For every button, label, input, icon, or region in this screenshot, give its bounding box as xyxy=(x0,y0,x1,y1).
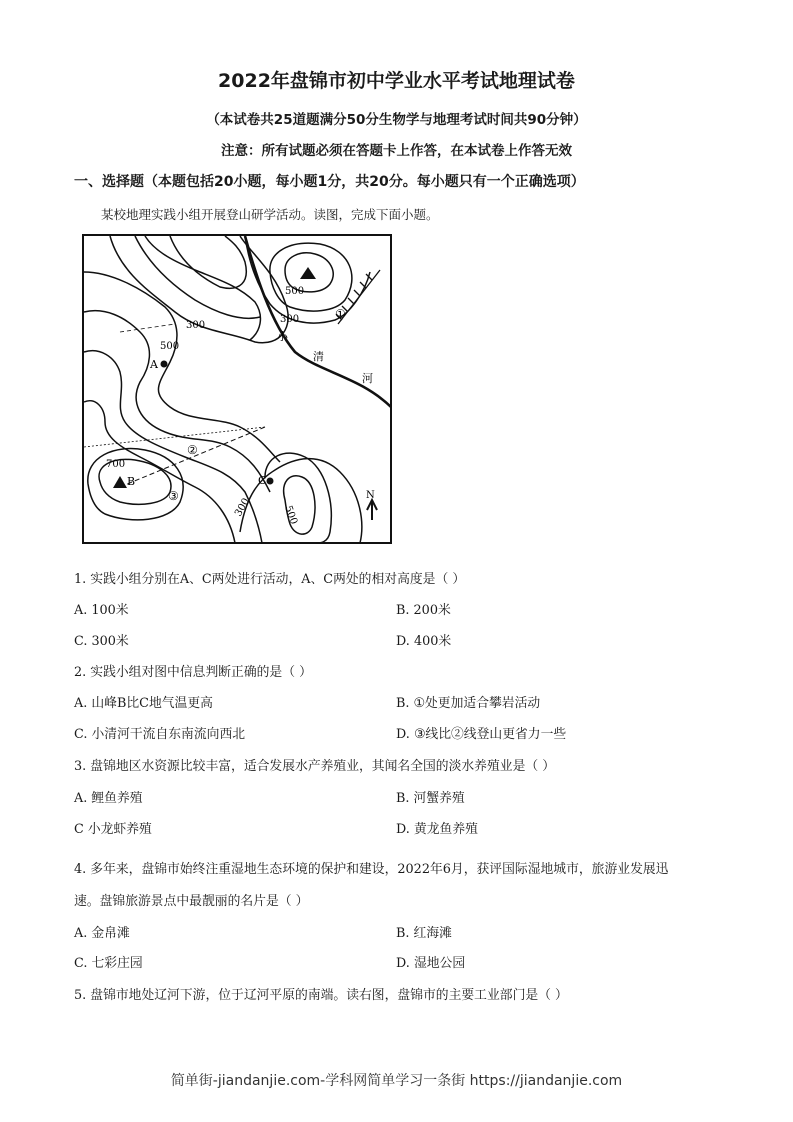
exam-info: （本试卷共25道题满分50分生物学与地理考试时间共90分钟） xyxy=(206,112,587,128)
exam-notice: 注意：所有试题必须在答题卡上作答，在本试卷上作答无效 xyxy=(221,143,572,159)
contour-map xyxy=(80,232,394,548)
question-1-option-c: C. 300米 xyxy=(74,634,129,649)
river-char-2: 清 xyxy=(313,350,324,363)
question-3-option-d: D. 黄龙鱼养殖 xyxy=(396,822,478,837)
point-label-c: C xyxy=(258,474,267,487)
contour-label-west-500: 500 xyxy=(160,341,180,352)
question-2-stem: 2. 实践小组对图中信息判断正确的是（ ） xyxy=(74,665,312,680)
river-char-1: 小 xyxy=(277,330,288,343)
section-intro: 某校地理实践小组开展登山研学活动。读图，完成下面小题。 xyxy=(101,207,439,222)
contour-label-ne-500: 500 xyxy=(285,286,305,297)
route-label-1: ① xyxy=(335,307,346,321)
question-3-stem: 3. 盘锦地区水资源比较丰富，适合发展水产养殖业，其闻名全国的淡水养殖业是（ ） xyxy=(74,759,556,774)
question-3-option-c: C 小龙虾养殖 xyxy=(74,822,152,837)
contour-label-south-500: 500 xyxy=(282,504,300,526)
question-1-option-a: A. 100米 xyxy=(74,603,129,618)
question-5-stem: 5. 盘锦市地处辽河下游，位于辽河平原的南端。读右图，盘锦市的主要工业部门是（ ） xyxy=(74,988,568,1003)
question-2-option-a: A. 山峰B比C地气温更高 xyxy=(74,696,213,711)
question-3-option-b: B. 河蟹养殖 xyxy=(396,791,465,806)
question-2-option-d: D. ③线比②线登山更省力一些 xyxy=(396,727,567,742)
question-4-option-a: A. 金帛滩 xyxy=(74,926,130,941)
question-4-option-d: D. 湿地公园 xyxy=(396,956,466,971)
route-label-2: ② xyxy=(187,443,198,457)
contour-label-south-300: 300 xyxy=(233,496,253,519)
north-label: N xyxy=(366,490,375,501)
contour-label-700: 700 xyxy=(106,459,126,470)
question-1-option-d: D. 400米 xyxy=(396,634,452,649)
question-1-stem: 1. 实践小组分别在A、C两处进行活动，A、C两处的相对高度是（ ） xyxy=(74,572,466,587)
point-label-a: A xyxy=(150,358,158,371)
question-2-option-b: B. ①处更加适合攀岩活动 xyxy=(396,696,541,711)
section-heading: 一、选择题（本题包括20小题，每小题1分，共20分。每小题只有一个正确选项） xyxy=(74,174,585,190)
question-4-option-c: C. 七彩庄园 xyxy=(74,956,143,971)
question-1-option-b: B. 200米 xyxy=(396,603,451,618)
page-title: 2022年盘锦市初中学业水平考试地理试卷 xyxy=(218,70,575,92)
question-4-stem-continued: 速。盘锦旅游景点中最靓丽的名片是（ ） xyxy=(74,894,309,909)
question-4-stem: 4. 多年来，盘锦市始终注重湿地生态环境的保护和建设，2022年6月，获评国际湿地城市，旅游业发展迅 xyxy=(74,862,669,877)
question-4-option-b: B. 红海滩 xyxy=(396,926,452,941)
point-label-b: B xyxy=(127,475,136,488)
river-char-3: 河 xyxy=(362,372,373,385)
question-3-option-a: A. 鲤鱼养殖 xyxy=(74,791,143,806)
contour-label-ne-300: 300 xyxy=(280,314,300,325)
route-label-3: ③ xyxy=(168,489,179,503)
footer-watermark: 简单街-jiandanjie.com-学科网简单学习一条街 https://jiandanjie.com xyxy=(170,1073,623,1089)
question-2-option-c: C. 小清河干流自东南流向西北 xyxy=(74,727,246,742)
contour-label-west-300: 300 xyxy=(186,320,206,331)
